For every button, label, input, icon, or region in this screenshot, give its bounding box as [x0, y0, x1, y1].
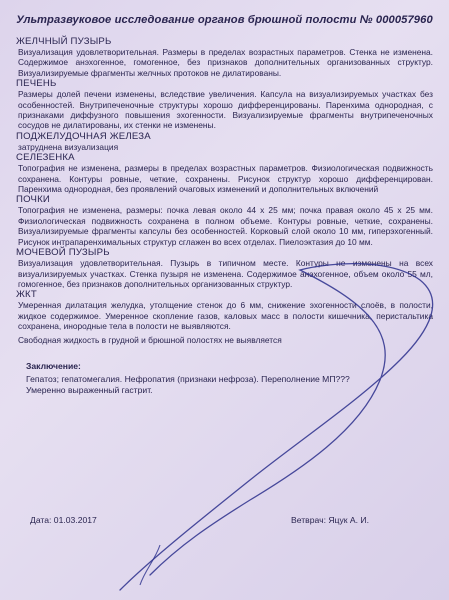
section-spleen: [16, 152, 433, 194]
section-text: Топография не изменена, размеры: почка левая около 44 х 25 мм; почка правая около 45 х 25 мм. Физиологическая подвижность сохранена в полном объеме. Контуры ровные, четкие, сохранены. Визуализируемые фрагменты капсулы без особенностей. Корковый слой около 10 мм, гиперэхогенный. Рисунок интрапаренхимальных структур сглажен во всех отделах. Пиелоэктазия до 10 мм.: [18, 205, 433, 247]
conclusion-block: [26, 361, 433, 396]
section-text: Визуализация удовлетворительная. Размеры в пределах возрастных параметров. Стенка не изменена. Содержимое анэхогенное, гомогенное, без признаков дополнительных организованных структур. Визуализируемые фрагменты желчных протоков не дилатированы.: [18, 47, 433, 78]
section-text: Умеренная дилатация желудка, утолщение стенок до 6 мм, снижение эхогенности слоёв, в полости, жидкое содержимое. Умеренное скопление газов, каловых масс в полости кишечника, перистальтика сохранена, инородные тела в полости не выявляются.: [18, 300, 433, 332]
report-footer: [30, 515, 429, 525]
section-pancreas: [16, 131, 433, 152]
section-text: затруднена визуализация: [18, 141, 119, 152]
report-title: Ультразвуковое исследование органов брюшной полости № 000057960: [16, 14, 433, 26]
section-heading: ПЕЧЕНЬ: [16, 78, 57, 90]
section-liver: [16, 78, 433, 131]
section-text: Визуализация удовлетворительная. Пузырь в типичном месте. Контуры не изменены на всех визуализируемых участках. Стенка пузыря не изменена. Содержимое анэхогенное, объем около 55 мл, гомогенное, без признаков дополнительных организованных структур.: [18, 258, 433, 289]
conclusion-title: Заключение:: [26, 360, 81, 371]
section-text: Топография не изменена, размеры в пределах возрастных параметров. Физиологическая подвижность сохранена. Контуры ровные, четкие, сохранены. Рисунок структур хорошо дифференцирован. Паренхима однородная, без проявлений очаговых изменений и дополнительных включений: [18, 163, 433, 195]
doctor-name: Ветврач: Яцук А. И.: [291, 515, 369, 525]
conclusion-line: Гепатоз; гепатомегалия. Нефропатия (признаки нефроза). Переполнение МП???: [26, 373, 350, 384]
section-heading: ЖКТ: [16, 289, 37, 301]
section-text: Размеры долей печени изменены, вследствие увеличения. Капсула на визуализируемых участках без особенностей. Внутрипеченочные структуры хорошо дифференцированы. Паренхима однородная, с признаками диффузного повышения эхогенности. Визуализируемые фрагменты внутрипеченочных сосудов не дилатированы, их стенки не изменены.: [18, 89, 433, 131]
section-gallbladder: [16, 36, 433, 78]
section-kidneys: [16, 194, 433, 247]
conclusion-line: Умеренно выраженный гастрит.: [26, 384, 153, 395]
section-heading: МОЧЕВОЙ ПУЗЫРЬ: [16, 247, 110, 259]
section-heading: ПОДЖЕЛУДОЧНАЯ ЖЕЛЕЗА: [16, 130, 151, 142]
section-bladder: [16, 247, 433, 289]
section-text: Свободная жидкость в грудной и брюшной полостях не выявляется: [18, 334, 282, 345]
section-heading: ПОЧКИ: [16, 194, 51, 206]
section-free-fluid: [16, 332, 433, 345]
report-date: Дата: 01.03.2017: [30, 515, 97, 525]
section-heading: СЕЛЕЗЕНКА: [16, 152, 75, 164]
section-gi-tract: [16, 289, 433, 331]
section-heading: ЖЕЛЧНЫЙ ПУЗЫРЬ: [16, 36, 112, 47]
